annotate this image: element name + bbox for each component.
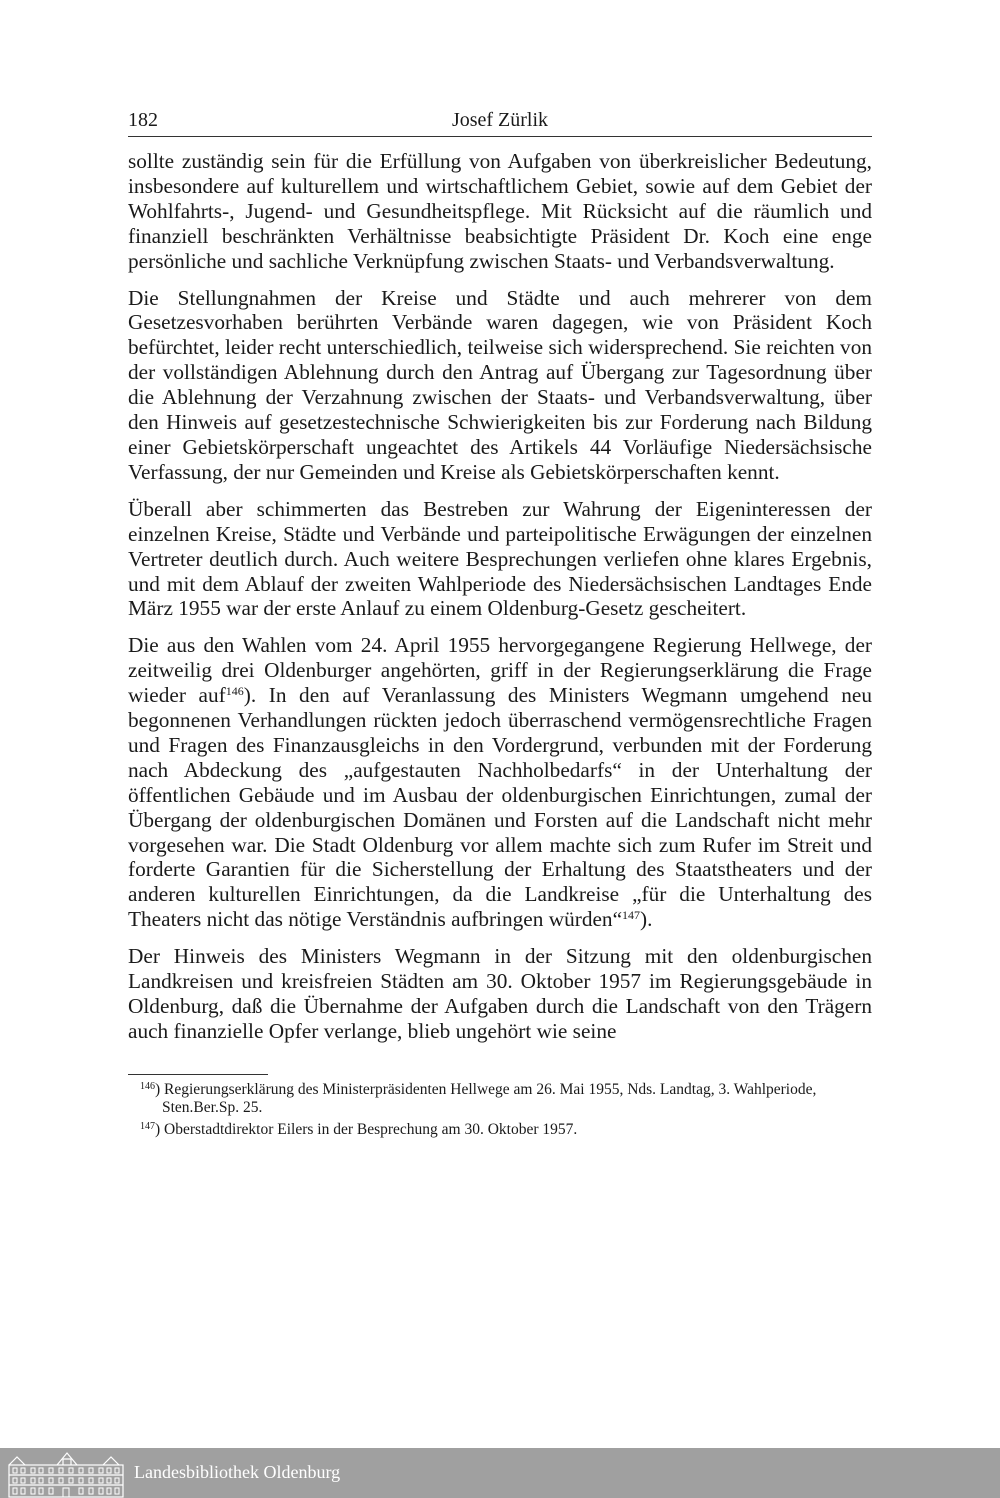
- body-paragraph: sollte zuständig sein für die Erfüllung von Aufgaben von überkreislicher Bedeutung, insbesondere auf kulturellem und wirtschaftlichem Gebiet, sowie auf dem Gebiet der Wohlfahrts-, Jugend- und Gesundheitspflege. Mit Rücksicht auf die räumlich und finanziell beschränkten Verhältnisse beabsichtigte Präsident Dr. Koch eine enge persönliche und sachliche Verknüpfung zwischen Staats- und Verbandsverwaltung.: [128, 149, 872, 273]
- paragraph-text: ). In den auf Veranlassung des Ministers Wegmann umgehend neu begonnenen Verhandlungen rückten jedoch überraschend vermögensrechtliche Fragen und Fragen des Finanzausgleichs in den Vordergrund, verbunden mit der Forderung nach Abdeckung des „aufgestauten Nachholbedarfs“ in der Unterhaltung der öffentlichen Gebäude und im Ausbau der oldenburgischen Einrichtungen, zumal der Übergang der oldenburgischen Domänen und Forsten auf die Landschaft nicht mehr vorgesehen war. Die Stadt Oldenburg vor allem machte sich zum Rufer im Streit und forderte Garantien für die Sicherstellung der Erhaltung des Staatstheaters und der anderen kulturellen Einrichtungen, da die Landkreise „für die Unterhaltung des Theaters nicht das nötige Verständnis aufbringen würden“: [128, 683, 873, 932]
- footnote-text: ) Oberstadtdirektor Eilers in der Besprechung am 30. Oktober 1957.: [155, 1120, 578, 1138]
- footnote-text: ) Regierungserklärung des Ministerpräsidenten Hellwege am 26. Mai 1955, Nds. Landtag, 3. Wahlperiode, Sten.Ber.Sp. 25.: [155, 1080, 817, 1116]
- running-head: [128, 104, 872, 136]
- running-head-author: Josef Zürlik: [451, 109, 549, 131]
- paragraph-text: Die aus den Wahlen vom 24. April 1955 hervorgegangene Regierung Hellwege, der zeitweilig drei Oldenburger angehörten, griff in der Regierungserklärung die Frage wieder auf: [128, 633, 872, 708]
- paragraph-text: ).: [640, 907, 653, 932]
- footnote-ref-146[interactable]: 146: [225, 684, 244, 699]
- footnote-ref-147[interactable]: 147: [622, 908, 641, 923]
- body-paragraph: Die Stellungnahmen der Kreise und Städte und auch mehrerer von dem Gesetzesvorhaben berührten Verbände waren dagegen, wie von Präsident Koch befürchtet, leider recht unterschiedlich, teilweise sich widersprechend. Sie reichten von der vollständigen Ablehnung durch den Antrag auf Übergang zur Tagesordnung über die Ablehnung der Verzahnung zwischen der Staats- und Verbandsverwaltung, über den Hinweis auf gesetzestechnische Schwierigkeiten bis zur Forderung nach Bildung einer Gebietskörperschaft ungeachtet des Artikels 44 Vorläufige Niedersächsische Verfassung, der nur Gemeinden und Kreise als Gebietskörperschaften kennt.: [128, 285, 872, 484]
- footnote-147: [140, 1121, 872, 1139]
- body-paragraph: Überall aber schimmerten das Bestreben zur Wahrung der Eigeninteressen der einzelnen Kreise, Städte und Verbände und parteipolitische Erwägungen der einzelnen Vertreter deutlich durch. Auch weitere Besprechungen verliefen ohne klares Ergebnis, und mit dem Ablauf der zweiten Wahlperiode des Niedersächsischen Landtages Ende März 1955 war der erste Anlauf zu einem Oldenburg-Gesetz gescheitert.: [128, 496, 872, 621]
- body-paragraph: [128, 633, 872, 932]
- library-name: Landesbibliothek Oldenburg: [134, 1462, 341, 1482]
- footnote-rule: [128, 1074, 268, 1075]
- page-number: 182: [128, 109, 158, 131]
- library-building-icon: [7, 1449, 125, 1498]
- body-paragraph: Der Hinweis des Ministers Wegmann in der Sitzung mit den oldenburgischen Landkreisen und kreisfreien Städten am 30. Oktober 1957 im Regierungsgebäude in Oldenburg, daß die Übernahme der Aufgaben durch die Landschaft von den Trägern auch finanzielle Opfer verlange, blieb ungehört wie seine: [128, 944, 872, 1043]
- footnote-146: [140, 1081, 872, 1117]
- footnote-number: 146: [140, 1080, 155, 1092]
- header-rule: [128, 136, 872, 137]
- document-page: [128, 104, 872, 1143]
- footnote-number: 147: [140, 1120, 155, 1132]
- library-footer-bar: [0, 1448, 1000, 1498]
